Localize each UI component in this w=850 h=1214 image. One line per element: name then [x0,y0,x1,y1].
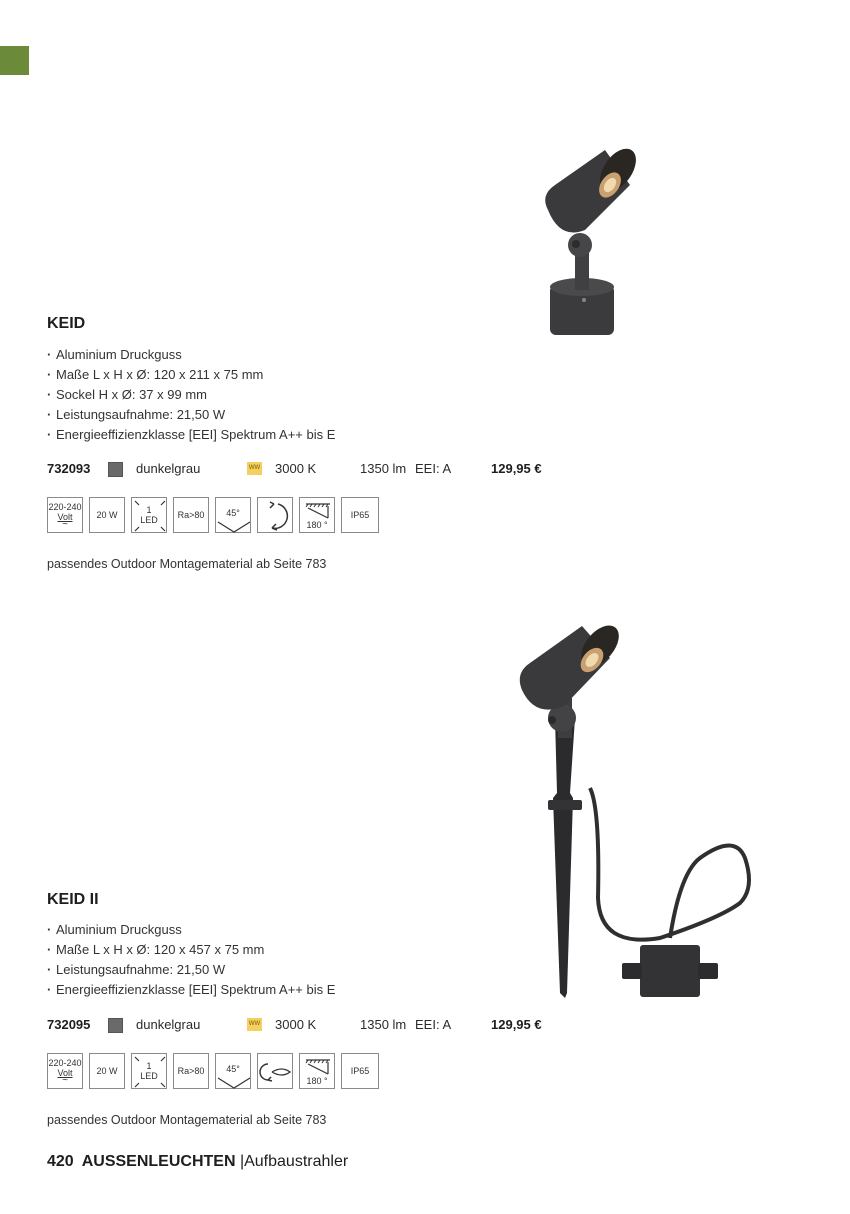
product-photo-spike-light [510,618,760,1003]
tilt-value: 180 ° [306,520,328,530]
order-row [47,460,567,478]
led-label: LED [140,515,158,525]
energy-class: EEI: A [415,1017,452,1032]
beam-angle-value: 45° [226,1064,240,1074]
spec-icons [47,497,387,534]
ip-rating-icon [341,1053,379,1089]
color-swatch [108,462,123,477]
color-temperature: 3000 K [275,1017,317,1032]
luminous-flux: 1350 lm [360,461,407,476]
section-tab [0,46,29,75]
feature-item: · Maße L x H x Ø: 120 x 457 x 75 mm [47,940,335,960]
footer-separator: | [239,1153,245,1170]
mounting-note: passendes Outdoor Montagematerial ab Seite 783 [47,1113,327,1127]
led-count: 1 [146,1061,152,1071]
voltage-icon: 220-240 Volt ~ [47,1053,83,1089]
beam-angle-icon [215,497,251,533]
wattage-icon [89,497,125,533]
subsection-title: Aufbaustrahler [244,1153,349,1170]
rotatable-icon [257,497,293,533]
voltage-icon: 220-240 Volt ~ [47,497,83,533]
ip-value: IP65 [350,510,370,520]
beam-angle-icon [215,1053,251,1089]
ra-value: Ra>80 [177,1066,205,1076]
warm-white-badge: WW [247,462,262,475]
energy-class: EEI: A [415,461,452,476]
tilt-icon [299,1053,335,1089]
color-temperature: 3000 K [275,461,317,476]
wattage-icon [89,1053,125,1089]
voltage-unit: Volt [57,1068,73,1078]
led-label: LED [140,1071,158,1081]
swivel-icon [257,1053,293,1089]
product-title: KEID [47,315,86,332]
tilt-value: 180 ° [306,1076,328,1086]
section-title: AUSSENLEUCHTEN [81,1153,236,1170]
beam-angle-value: 45° [226,508,240,518]
product-title: KEID II [47,891,99,908]
article-number: 732093 [47,461,91,476]
feature-item: · Aluminium Druckguss [47,345,335,365]
feature-item: · Energieeffizienzklasse [EEI] Spektrum A++ bis E [47,425,335,445]
color-name: dunkelgrau [136,1017,201,1032]
price: 129,95 € [491,1017,542,1032]
feature-item: · Energieeffizienzklasse [EEI] Spektrum A++ bis E [47,980,335,1000]
color-rendering-icon [173,1053,209,1089]
feature-list [47,345,335,445]
led-count: 1 [146,505,152,515]
feature-item: · Maße L x H x Ø: 120 x 211 x 75 mm [47,365,335,385]
feature-item: · Leistungsaufnahme: 21,50 W [47,960,335,980]
feature-item: · Leistungsaufnahme: 21,50 W [47,405,335,425]
article-number: 732095 [47,1017,91,1032]
price: 129,95 € [491,461,542,476]
feature-item: · Sockel H x Ø: 37 x 99 mm [47,385,335,405]
color-rendering-icon [173,497,209,533]
product-photo-spotlight [530,140,650,340]
wattage-value: 20 W [96,1066,118,1076]
page-number: 420 [47,1153,74,1170]
led-icon [131,1053,167,1089]
tilt-icon [299,497,335,533]
feature-item: · Aluminium Druckguss [47,920,335,940]
color-name: dunkelgrau [136,461,201,476]
voltage-range: 220-240 [48,1058,82,1068]
warm-white-badge: WW [247,1018,262,1031]
feature-list [47,920,335,1000]
luminous-flux: 1350 lm [360,1017,407,1032]
page-footer [47,1153,348,1171]
order-row [47,1016,567,1034]
voltage-range: 220-240 [48,502,82,512]
led-icon [131,497,167,533]
spec-icons [47,1053,387,1090]
ip-value: IP65 [350,1066,370,1076]
voltage-unit: Volt [57,512,73,522]
ip-rating-icon [341,497,379,533]
color-swatch [108,1018,123,1033]
mounting-note: passendes Outdoor Montagematerial ab Seite 783 [47,557,327,571]
ra-value: Ra>80 [177,510,205,520]
wattage-value: 20 W [96,510,118,520]
